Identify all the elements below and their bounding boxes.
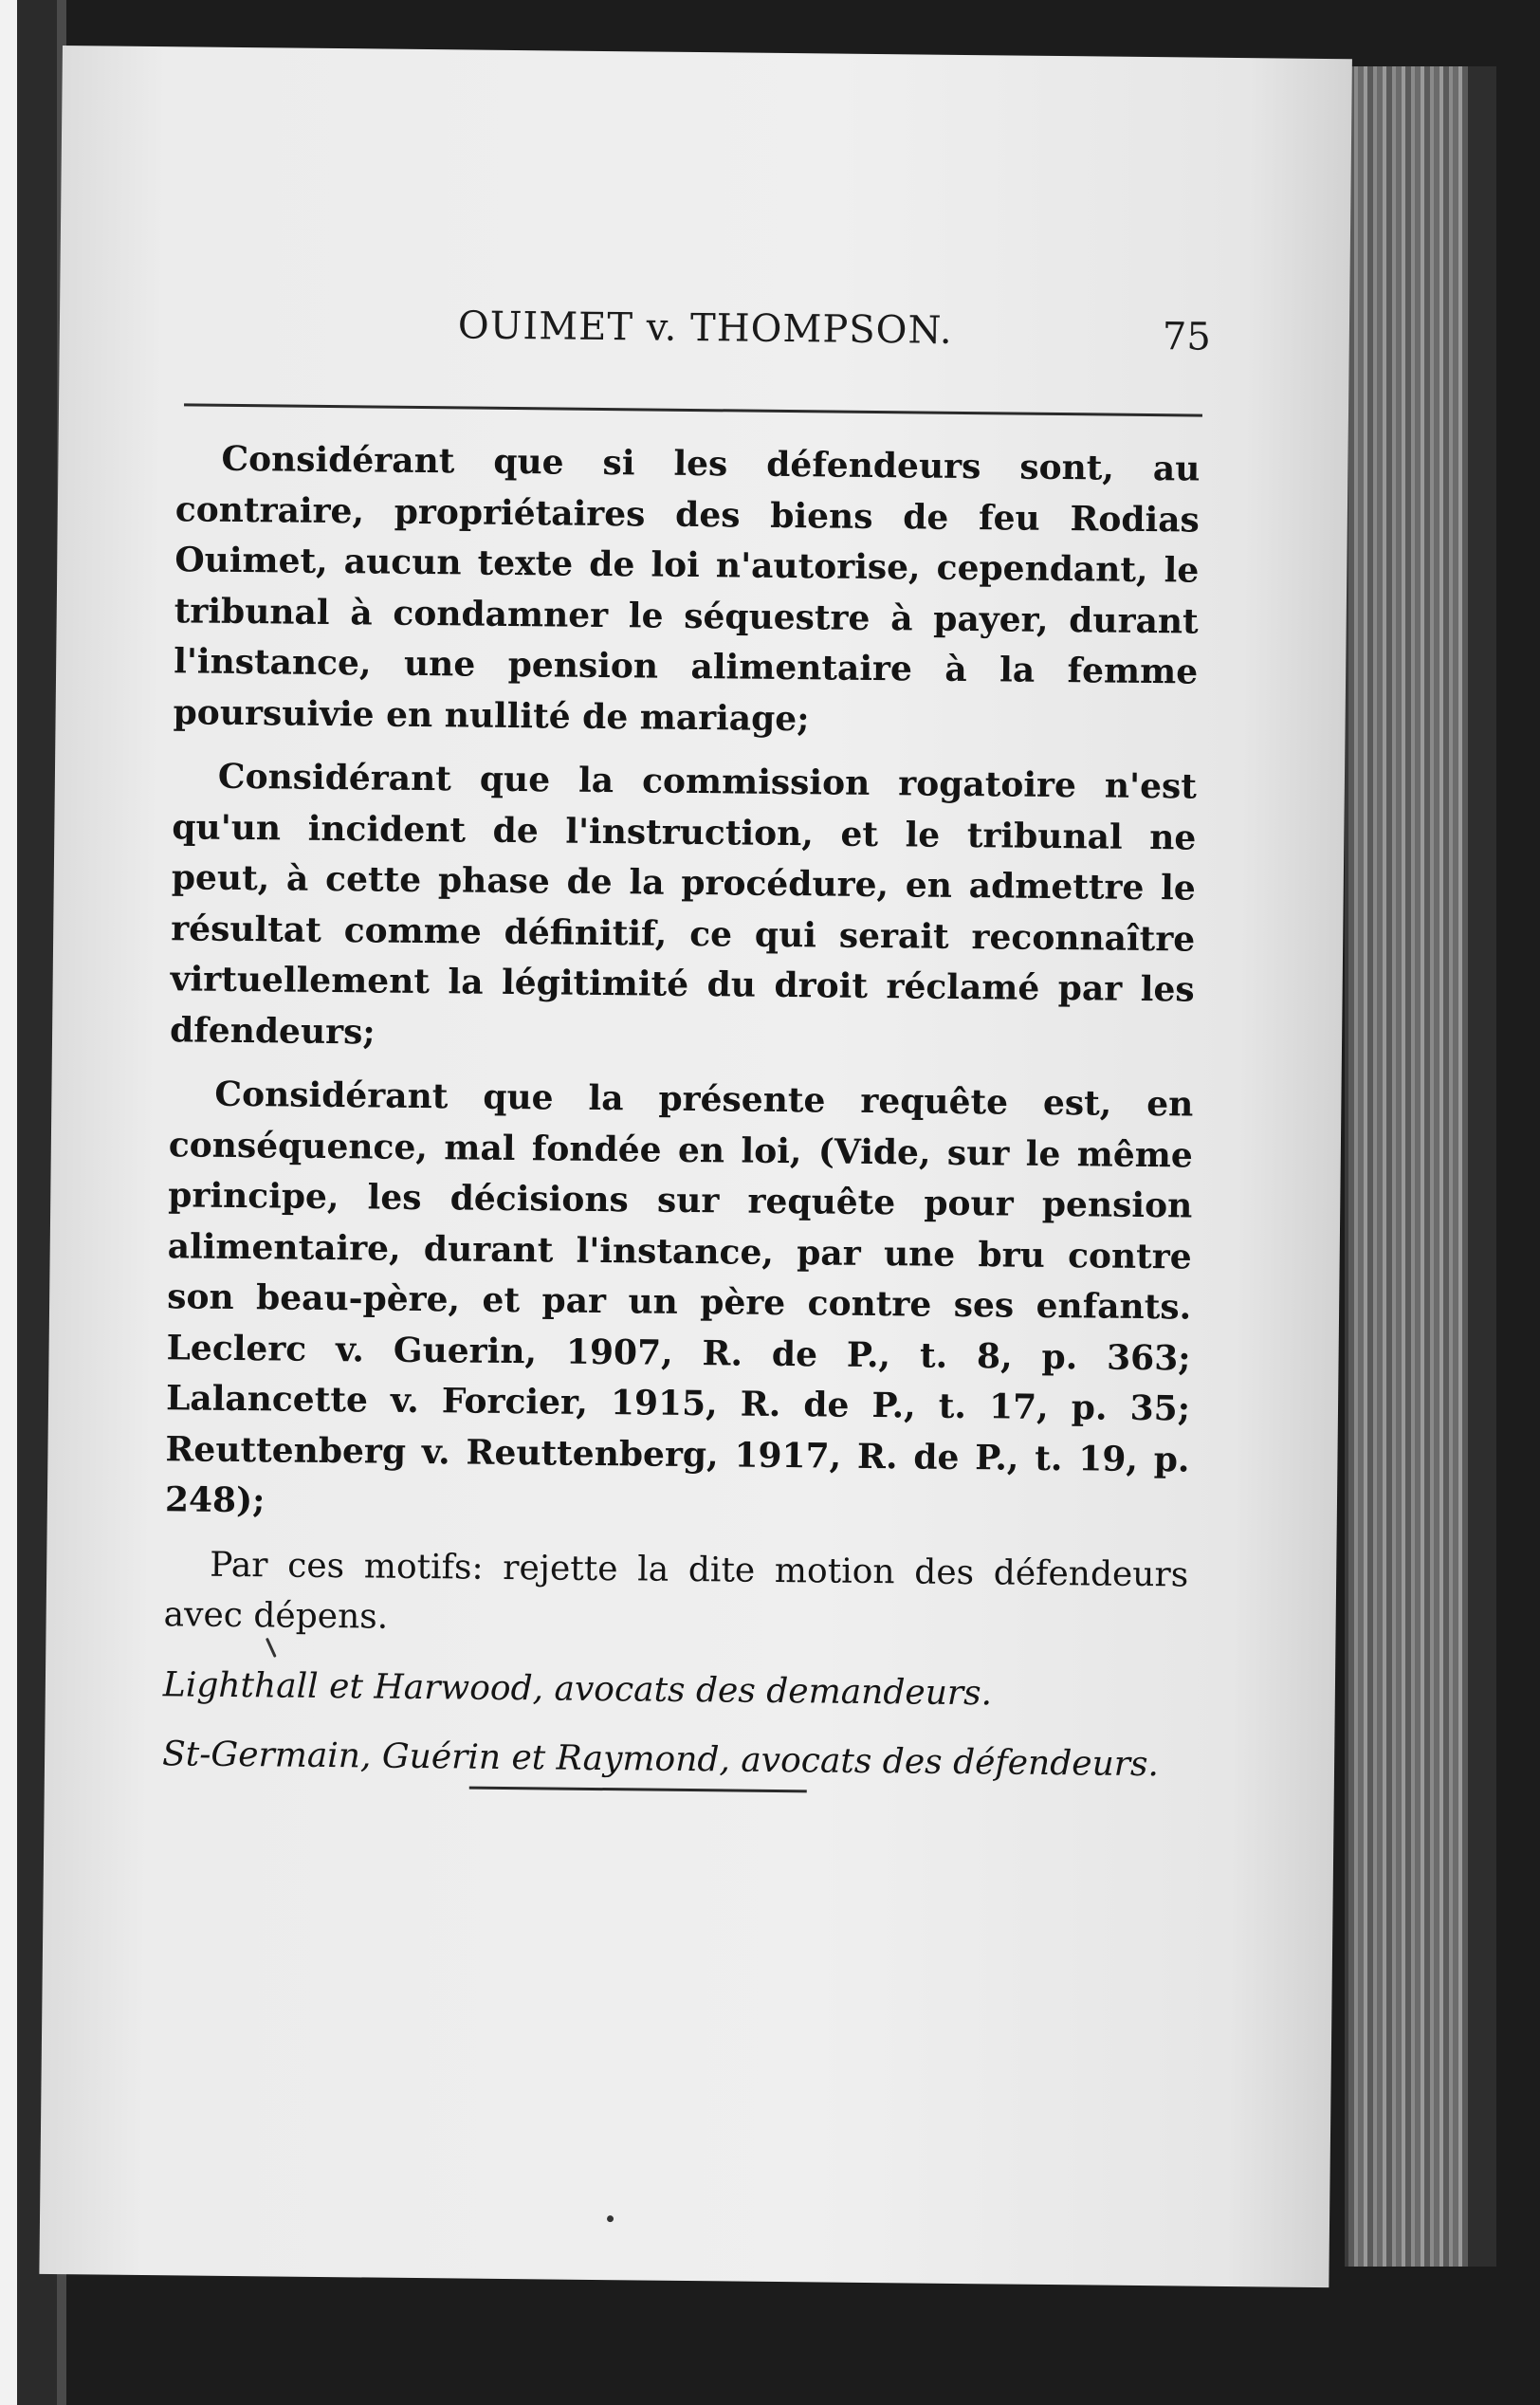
header-rule [184, 403, 1202, 416]
book-page [39, 46, 1352, 2287]
signature-defendeurs: St-Germain, Guérin et Raymond, avocats des défendeurs. [161, 1735, 1160, 1785]
signature-demandeurs: Lighthall et Harwood, avocats des demandeurs. [162, 1664, 993, 1713]
paragraph-par-ces-motifs: Par ces motifs: rejette la dite motion des défendeurs avec dépens. [163, 1545, 1189, 1637]
paragraph-considerant-2: Considérant que la commission rogatoire n'est qu'un incident de l'instruction, et le tribunal ne peut, à cette phase de la procédure, en admettre le résultat comme définitif, ce qui serait reconnaître virtuellement la légitimité du droit réclamé par les dfendeurs; [169, 756, 1198, 1053]
page-header [395, 303, 1230, 359]
paragraph-considerant-1: Considérant que si les défendeurs sont, au contraire, propriétaires des biens de feu Rodias Ouimet, aucun texte de loi n'autorise, cependant, le tribunal à condamner le séquestre à payer, durant l'instance, une pension alimentaire à la femme poursuivie en nullité de mariage; [173, 438, 1201, 739]
page-number: 75 [1162, 315, 1212, 359]
body-text [162, 433, 1201, 1790]
paragraph-considerant-3: Considérant que la présente requête est, en conséquence, mal fondée en loi, (Vide, sur le même principe, les décisions sur requête pour pension alimentaire, durant l'instance, par une bru contre son beau-père, et par un père contre ses enfants. Leclerc v. Guerin, 1907, R. de P., t. 8, p. 363; Lalancette v. Forcier, 1915, R. de P., t. 17, p. 35; Reuttenberg v. Reuttenberg, 1917, R. de P., t. 19, p. 248); [164, 1074, 1194, 1521]
book-edge-shadow [1468, 66, 1496, 2267]
closing-rule [469, 1787, 807, 1793]
book-page-edges [1345, 66, 1472, 2267]
running-head: OUIMET v. THOMPSON. [457, 303, 953, 353]
ink-speck [607, 2215, 614, 2222]
